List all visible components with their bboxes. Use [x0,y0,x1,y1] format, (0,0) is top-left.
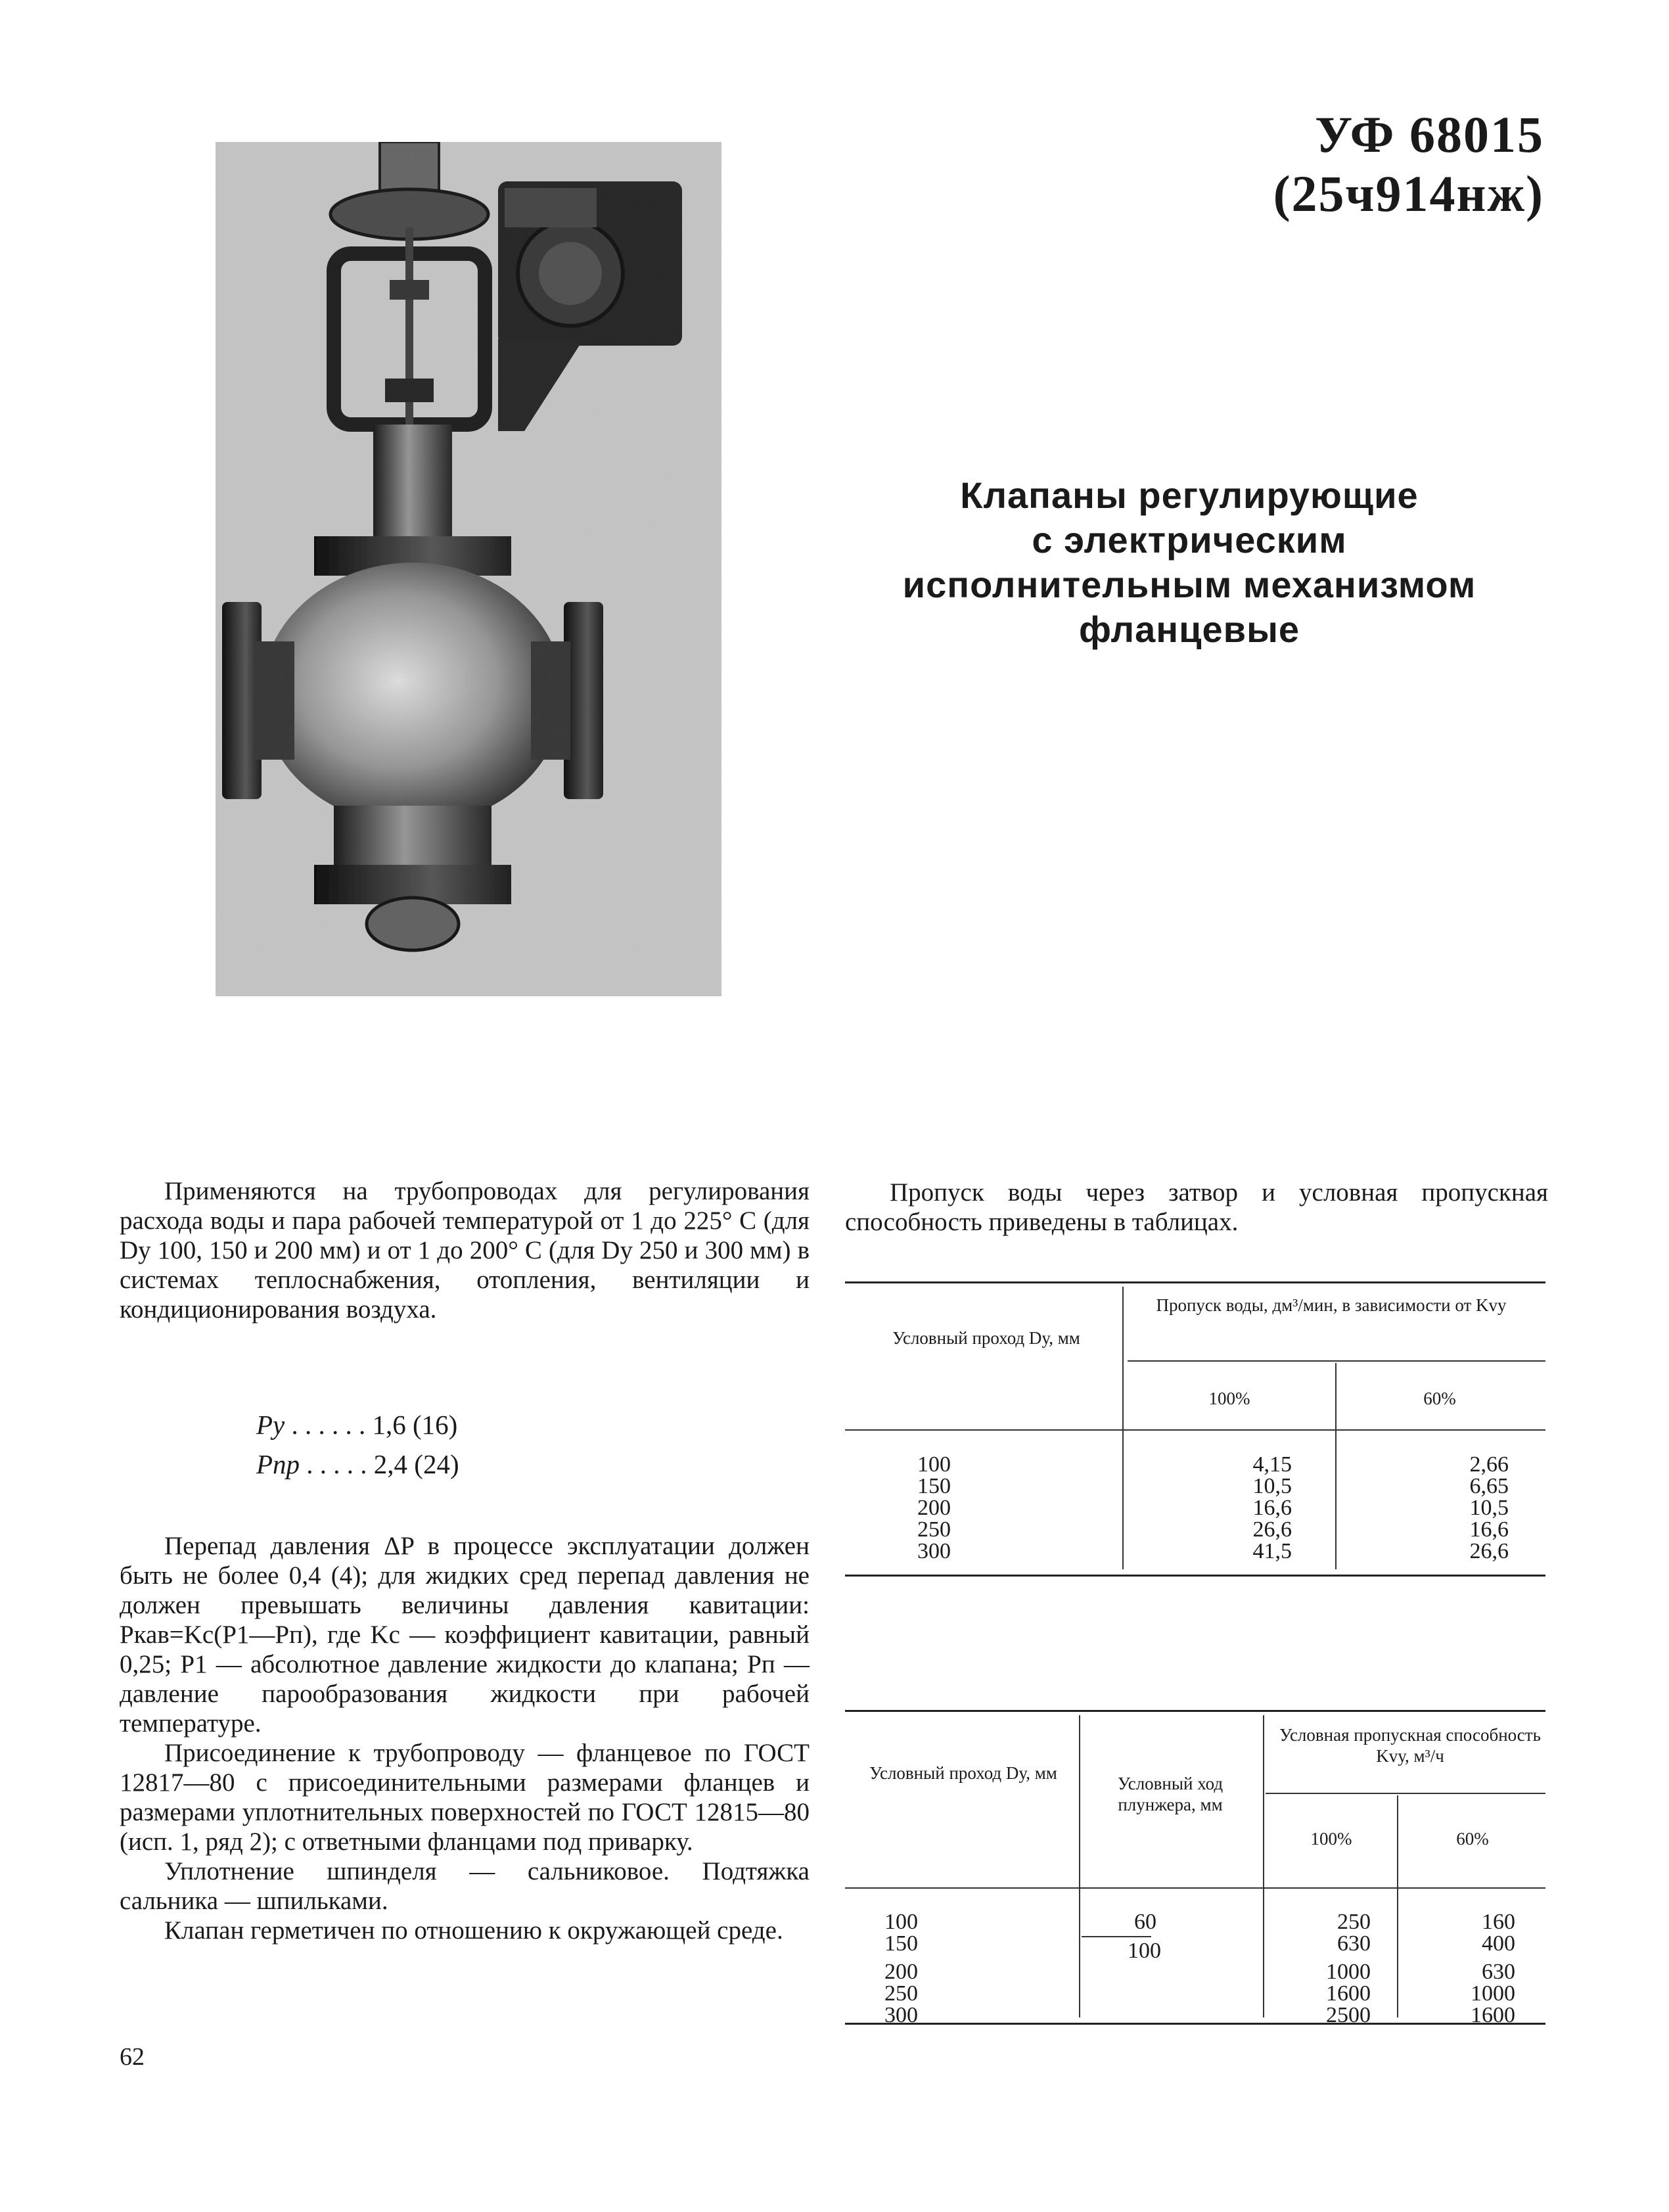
table-divider [1397,1795,1398,2017]
paragraph: Уплотнение шпинделя — сальниковое. Подтяжка сальника — шпильками. [120,1857,810,1915]
product-code-main: УФ 68015 [1315,106,1544,163]
table-cell: 250 [1337,1910,1371,1934]
table-cell: 100 [884,1910,918,1934]
table-cell: 16,6 [1252,1496,1292,1520]
table-rule [845,1281,1545,1283]
paragraph: Присоединение к трубопроводу — фланцевое по ГОСТ 12817—80 с присоединительными размерами фланцев и размерами уплотнительных поверхностей по ГОСТ 12815—80 (исп. 1, ряд 2); с ответными фланцами под приварку. [120,1739,810,1856]
table-cell: 300 [917,1539,951,1563]
table-divider [1335,1363,1337,1569]
table-cell: 10,5 [1252,1474,1292,1498]
param-row [256,1444,459,1484]
col-header-stroke: Условный ход плунжера, мм [1117,1774,1223,1814]
table-divider [1079,1715,1080,2017]
table-cell: 250 [917,1517,951,1542]
leader-dots: . . . . . [300,1449,374,1479]
table-cell: 10,5 [1469,1496,1509,1520]
product-code [1273,105,1544,223]
title-line: исполнительным механизмом [902,564,1476,605]
table-cell: 41,5 [1252,1539,1292,1563]
sub-header-60: 60% [1423,1389,1456,1408]
table-cell: 300 [884,2003,918,2027]
stroke-60: 60 [1134,1910,1156,1934]
table-cell: 1000 [1326,1960,1371,1984]
table-rule [1128,1360,1545,1362]
leader-dots: . . . . . . [285,1410,373,1440]
title-line: Клапаны регулирующие [960,474,1419,516]
table-rule [845,1887,1545,1889]
stroke-100: 100 [1128,1939,1161,1963]
table-rule [1082,1936,1151,1937]
paragraph: Клапан герметичен по отношению к окружающей среде. [164,1916,783,1945]
column-100 [1160,1454,1292,1562]
table-cell: 160 [1482,1910,1515,1934]
table-cell: 26,6 [1252,1517,1292,1542]
column-dn [917,1454,951,1562]
column-dn [884,1911,918,2026]
table-divider [1263,1715,1264,2017]
table-rule [1266,1793,1545,1794]
page-title [874,473,1505,652]
table-cell: 150 [917,1474,951,1498]
column-100 [1279,1911,1371,2026]
table-cell: 16,6 [1469,1517,1509,1542]
details-text [120,1531,810,1945]
table-cell: 1000 [1471,1981,1515,2006]
col-header-dn: Условный проход Dу, мм [892,1328,1080,1348]
table-cell: 4,15 [1252,1452,1292,1477]
water-flow-table [845,1281,1545,1577]
table-rule [845,1710,1545,1712]
col-header-dn: Условный проход Dу, мм [869,1763,1057,1783]
column-60 [1377,1454,1509,1562]
group-header-flow: Пропуск воды, дм³/мин, в зависимости от Kvу [1156,1295,1507,1315]
table-divider [1122,1287,1124,1569]
flow-capacity-table [845,1710,1545,2025]
table-cell: 200 [884,1960,918,1984]
page-number: 62 [120,2043,145,2071]
sub-header-100: 100% [1310,1829,1352,1849]
group-header-capacity: Условная пропускная способность Kvу, м³/ч [1279,1725,1541,1766]
title-line: фланцевые [1078,609,1300,650]
table-cell: 630 [1482,1960,1515,1984]
table-cell: 6,65 [1469,1474,1509,1498]
paragraph: Перепад давления ΔP в процессе эксплуатации должен быть не более 0,4 (4); для жидких сред перепад давления не должен превышать величины давления кавитации: Pкав=Kс(P1—Pп), где Kс — коэффициент кавитации, равный 0,25; P1 — абсолютное давление жидкости до клапана; Pп — давление парообразования жидкости при рабочей температуре. [120,1532,810,1738]
table-cell: 250 [884,1981,918,2006]
param-row [256,1405,459,1444]
table-cell: 200 [917,1496,951,1520]
table-cell: 1600 [1471,2003,1515,2027]
sub-header-60: 60% [1456,1829,1489,1849]
table-cell: 2,66 [1469,1452,1509,1477]
sub-header-100: 100% [1208,1389,1250,1408]
table-cell: 150 [884,1931,918,1956]
paragraph: Пропуск воды через затвор и условная пропускная способность приведены в таблицах. [845,1178,1548,1236]
table-cell: 1600 [1326,1981,1371,2006]
column-60 [1417,1911,1515,2026]
table-cell: 630 [1337,1931,1371,1956]
table-rule [845,1575,1545,1577]
param-value: 1,6 (16) [372,1410,458,1440]
table-cell: 400 [1482,1931,1515,1956]
pressure-params [256,1405,459,1484]
table-rule [845,1429,1545,1431]
table-cell: 26,6 [1469,1539,1509,1563]
product-code-alt: (25ч914нж) [1273,165,1544,222]
title-line: с электрическим [1032,519,1347,561]
tables-intro [845,1178,1548,1237]
intro-paragraph [120,1176,810,1324]
table-cell: 100 [917,1452,951,1477]
valve-photo [216,142,721,996]
paragraph: Применяются на трубопроводах для регулирования расхода воды и пара рабочей температурой от 1 до 225° С (для Dу 100, 150 и 200 мм) и от 1 до 200° С (для Dу 250 и 300 мм) в системах теплоснабжения, отопления, вентиляции и кондиционирования воздуха. [120,1177,810,1324]
param-label: Pпр [256,1449,300,1479]
param-label: Pу [256,1410,285,1440]
table-cell: 2500 [1326,2003,1371,2027]
param-value: 2,4 (24) [373,1449,459,1479]
